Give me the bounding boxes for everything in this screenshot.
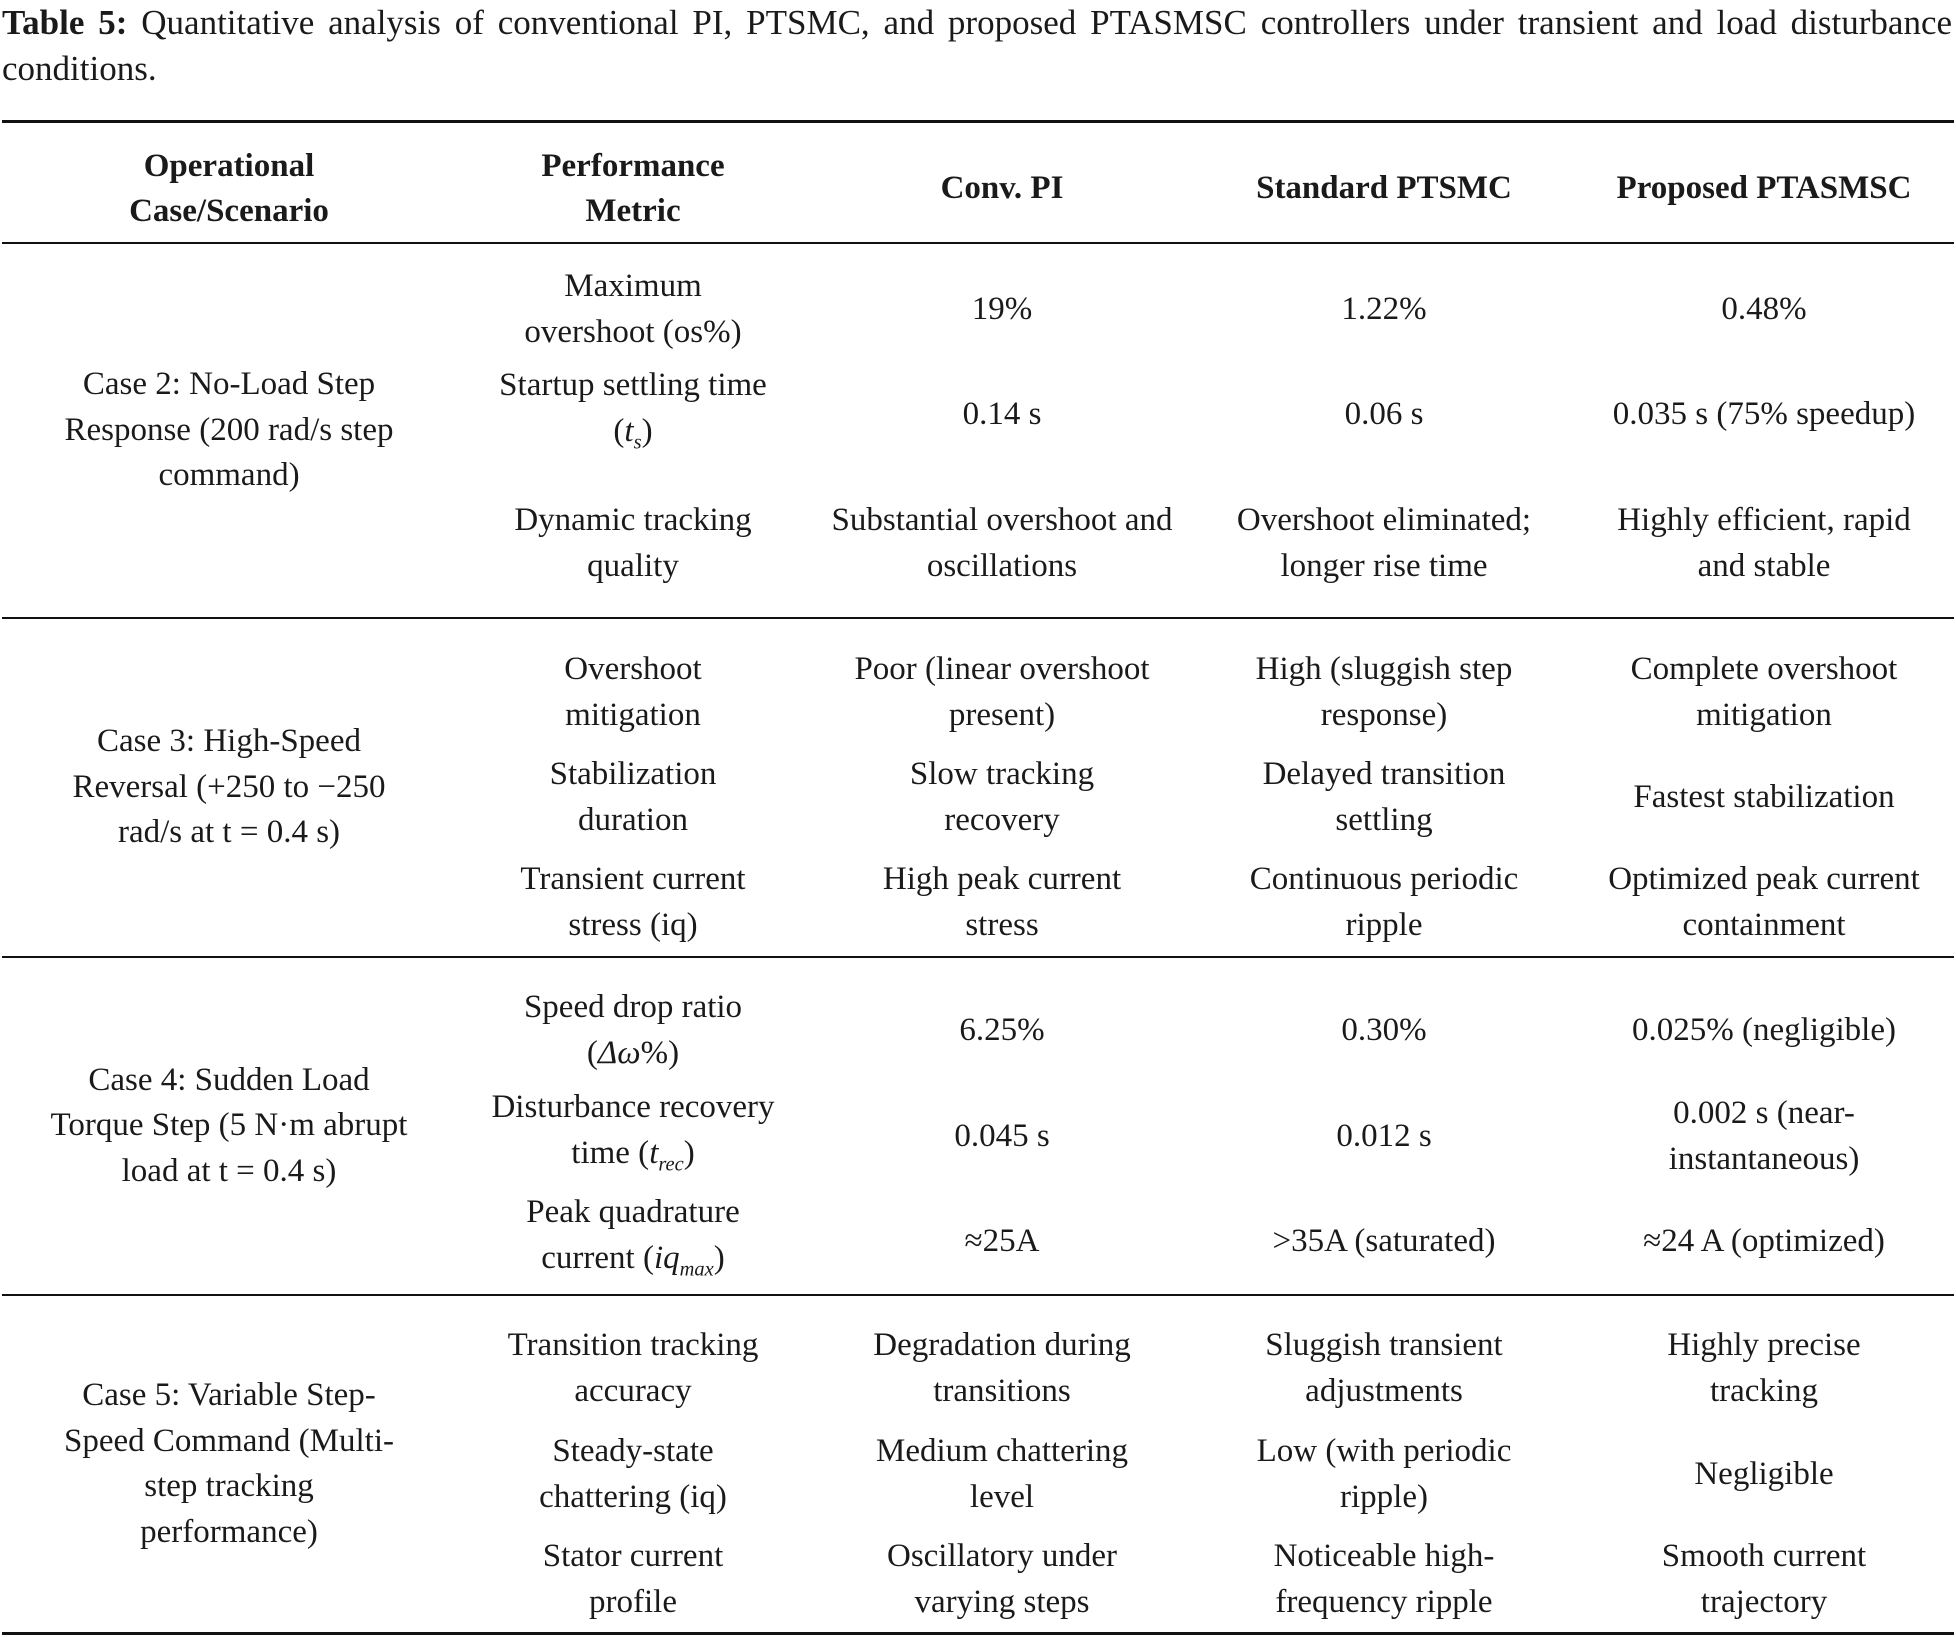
cell-text: 0.045 s — [954, 1117, 1050, 1154]
header-ptsmc — [1196, 144, 1572, 234]
metric-text-main: Disturbance recovery time ( — [491, 1089, 775, 1171]
cell-text: Low (with periodic ripple) — [1256, 1433, 1512, 1515]
metric-text: Overshoot mitigation — [564, 651, 702, 733]
ptsmc-value — [1196, 647, 1572, 738]
case-5-label — [0, 1296, 458, 1632]
cell-text: Oscillatory under varying steps — [886, 1538, 1118, 1620]
cell-text: Highly precise tracking — [1667, 1327, 1861, 1409]
cell-text: Optimized peak current containment — [1608, 861, 1920, 943]
ptasmsc-value — [1572, 647, 1956, 738]
ptsmc-value — [1196, 1534, 1572, 1625]
pi-value — [808, 647, 1196, 738]
cell-text: Overshoot eliminated; longer rise time — [1236, 502, 1532, 584]
metric-text: Dynamic tracking quality — [514, 502, 752, 584]
ptasmsc-value — [1572, 1196, 1956, 1287]
metric-steady-state-chattering — [458, 1429, 808, 1520]
cell-text: ≈25A — [964, 1222, 1040, 1259]
metric-text — [498, 985, 768, 1076]
cell-text: Substantial overshoot and oscillations — [831, 502, 1173, 584]
pi-value — [808, 1196, 1196, 1287]
metric-text-tail: ) — [713, 1239, 725, 1276]
table-caption — [2, 0, 1952, 92]
ptsmc-value — [1196, 264, 1572, 355]
ptasmsc-value — [1572, 857, 1956, 948]
metric-text: Steady-state chattering (iq) — [539, 1433, 727, 1515]
pi-value — [808, 752, 1196, 843]
ptasmsc-value — [1572, 1091, 1956, 1182]
metric-text-tail: ) — [683, 1134, 695, 1171]
case-2-label — [0, 244, 458, 617]
metric-math — [653, 1239, 714, 1281]
metric-text — [483, 363, 783, 466]
header-metric-text: Performance Metric — [541, 147, 725, 229]
metric-overshoot-mitigation — [458, 647, 808, 738]
metric-stabilization-duration — [458, 752, 808, 843]
pi-value — [808, 985, 1196, 1076]
ptasmsc-value — [1572, 475, 1956, 612]
ptsmc-value — [1196, 985, 1572, 1076]
metric-math — [649, 1134, 684, 1176]
cell-text: 0.30% — [1341, 1011, 1427, 1048]
case-4-text: Case 4: Sudden Load Torque Step (5 N·m abrupt load at t = 0.4 s) — [50, 1061, 408, 1189]
metric-transition-tracking — [458, 1323, 808, 1414]
header-ptsmc-text: Standard PTSMC — [1256, 170, 1512, 207]
cell-text: Medium chattering level — [875, 1433, 1128, 1515]
ptsmc-value — [1196, 369, 1572, 460]
metric-math-symbol: t — [624, 412, 634, 449]
metric-text: Maximum overshoot (os%) — [524, 268, 742, 350]
ptasmsc-value — [1572, 1534, 1956, 1625]
header-pi-text: Conv. PI — [940, 170, 1064, 207]
metric-text-main: Startup settling time ( — [499, 367, 767, 449]
case-2-text: Case 2: No-Load Step Response (200 rad/s step command) — [64, 366, 394, 494]
cell-text: 0.035 s (75% speedup) — [1612, 395, 1916, 432]
pi-value — [808, 1534, 1196, 1625]
ptsmc-value — [1196, 1429, 1572, 1520]
ptasmsc-value — [1572, 264, 1956, 355]
metric-math-sub: s — [633, 431, 642, 454]
cell-text: Negligible — [1694, 1455, 1834, 1492]
metric-stator-current-profile — [458, 1534, 808, 1625]
case-4-label — [0, 958, 458, 1294]
ptasmsc-value — [1572, 369, 1956, 460]
cell-text: ≈24 A (optimized) — [1643, 1222, 1885, 1259]
metric-text — [498, 1190, 768, 1293]
ptsmc-value — [1196, 1323, 1572, 1414]
metric-dynamic-tracking — [458, 475, 808, 612]
header-ptasmsc-text: Proposed PTASMSC — [1616, 170, 1912, 207]
metric-text: Stator current profile — [542, 1538, 724, 1620]
cell-text: 19% — [971, 290, 1033, 327]
cell-text: Slow tracking recovery — [909, 756, 1095, 838]
metric-math: Δω — [597, 1034, 641, 1071]
bottom-rule — [2, 1632, 1954, 1635]
cell-text: Delayed transition settling — [1262, 756, 1506, 838]
top-rule — [2, 120, 1954, 123]
metric-peak-quadrature-current — [458, 1196, 808, 1287]
caption-text: Quantitative analysis of conventional PI, PTSMC, and proposed PTASMSC controllers under transient and load disturbance conditions. — [2, 3, 1953, 88]
header-pi — [808, 144, 1196, 234]
metric-text-main: Peak quadrature current ( — [526, 1194, 740, 1276]
metric-math-symbol: iq — [653, 1239, 680, 1276]
cell-text: 0.002 s (near-instantaneous) — [1668, 1095, 1860, 1177]
pi-value — [808, 475, 1196, 612]
metric-text: Transient current stress (iq) — [520, 861, 746, 943]
ptsmc-value — [1196, 1196, 1572, 1287]
metric-max-overshoot — [458, 264, 808, 355]
case-3-label — [0, 619, 458, 956]
ptsmc-value — [1196, 475, 1572, 612]
header-ptasmsc — [1572, 144, 1956, 234]
metric-text — [468, 1085, 798, 1188]
cell-text: Sluggish transient adjustments — [1265, 1327, 1503, 1409]
metric-speed-drop-ratio — [458, 985, 808, 1076]
ptasmsc-value — [1572, 1323, 1956, 1414]
cell-text: Complete overshoot mitigation — [1630, 651, 1898, 733]
metric-math-sub: rec — [658, 1153, 684, 1176]
pi-value — [808, 369, 1196, 460]
cell-text: 1.22% — [1341, 290, 1427, 327]
cell-text: >35A (saturated) — [1272, 1222, 1496, 1259]
pi-value — [808, 264, 1196, 355]
caption-label: Table 5: — [2, 3, 128, 42]
metric-text-main: Speed drop ratio ( — [523, 989, 743, 1071]
cell-text: Fastest stabilization — [1633, 778, 1895, 815]
case-5-text: Case 5: Variable Step-Speed Command (Multi-step tracking performance) — [64, 1377, 394, 1550]
metric-math-sub: max — [679, 1258, 714, 1281]
cell-text: Poor (linear overshoot present) — [854, 651, 1150, 733]
metric-recovery-time — [458, 1091, 808, 1182]
cell-text: 0.14 s — [962, 395, 1042, 432]
cell-text: Noticeable high-frequency ripple — [1273, 1538, 1495, 1620]
cell-text: 6.25% — [959, 1011, 1045, 1048]
ptasmsc-value — [1572, 985, 1956, 1076]
metric-math — [624, 412, 642, 454]
cell-text: 0.025% (negligible) — [1632, 1011, 1896, 1048]
header-case — [0, 144, 458, 234]
metric-text: Transition tracking accuracy — [507, 1327, 759, 1409]
cell-text: Degradation during transitions — [873, 1327, 1131, 1409]
ptsmc-value — [1196, 1091, 1572, 1182]
pi-value — [808, 1091, 1196, 1182]
pi-value — [808, 1429, 1196, 1520]
cell-text: High (sluggish step response) — [1255, 651, 1513, 733]
metric-transient-current-stress — [458, 857, 808, 948]
pi-value — [808, 857, 1196, 948]
metric-text: Stabilization duration — [549, 756, 717, 838]
cell-text: High peak current stress — [882, 861, 1122, 943]
cell-text: 0.012 s — [1336, 1117, 1432, 1154]
cell-text: 0.06 s — [1344, 395, 1424, 432]
pi-value — [808, 1323, 1196, 1414]
header-metric — [458, 144, 808, 234]
metric-math-symbol: t — [649, 1134, 659, 1171]
cell-text: Smooth current trajectory — [1661, 1538, 1867, 1620]
metric-settling-time — [458, 369, 808, 460]
ptasmsc-value — [1572, 1429, 1956, 1520]
ptasmsc-value — [1572, 752, 1956, 843]
ptsmc-value — [1196, 752, 1572, 843]
case-3-text: Case 3: High-Speed Reversal (+250 to −250 rad/s at t = 0.4 s) — [72, 723, 386, 851]
cell-text: Continuous periodic ripple — [1249, 861, 1519, 943]
metric-text-tail: %) — [640, 1034, 680, 1071]
header-case-text: Operational Case/Scenario — [129, 147, 329, 229]
ptsmc-value — [1196, 857, 1572, 948]
cell-text: 0.48% — [1721, 290, 1807, 327]
cell-text: Highly efficient, rapid and stable — [1617, 502, 1911, 584]
metric-text-tail: ) — [641, 412, 653, 449]
